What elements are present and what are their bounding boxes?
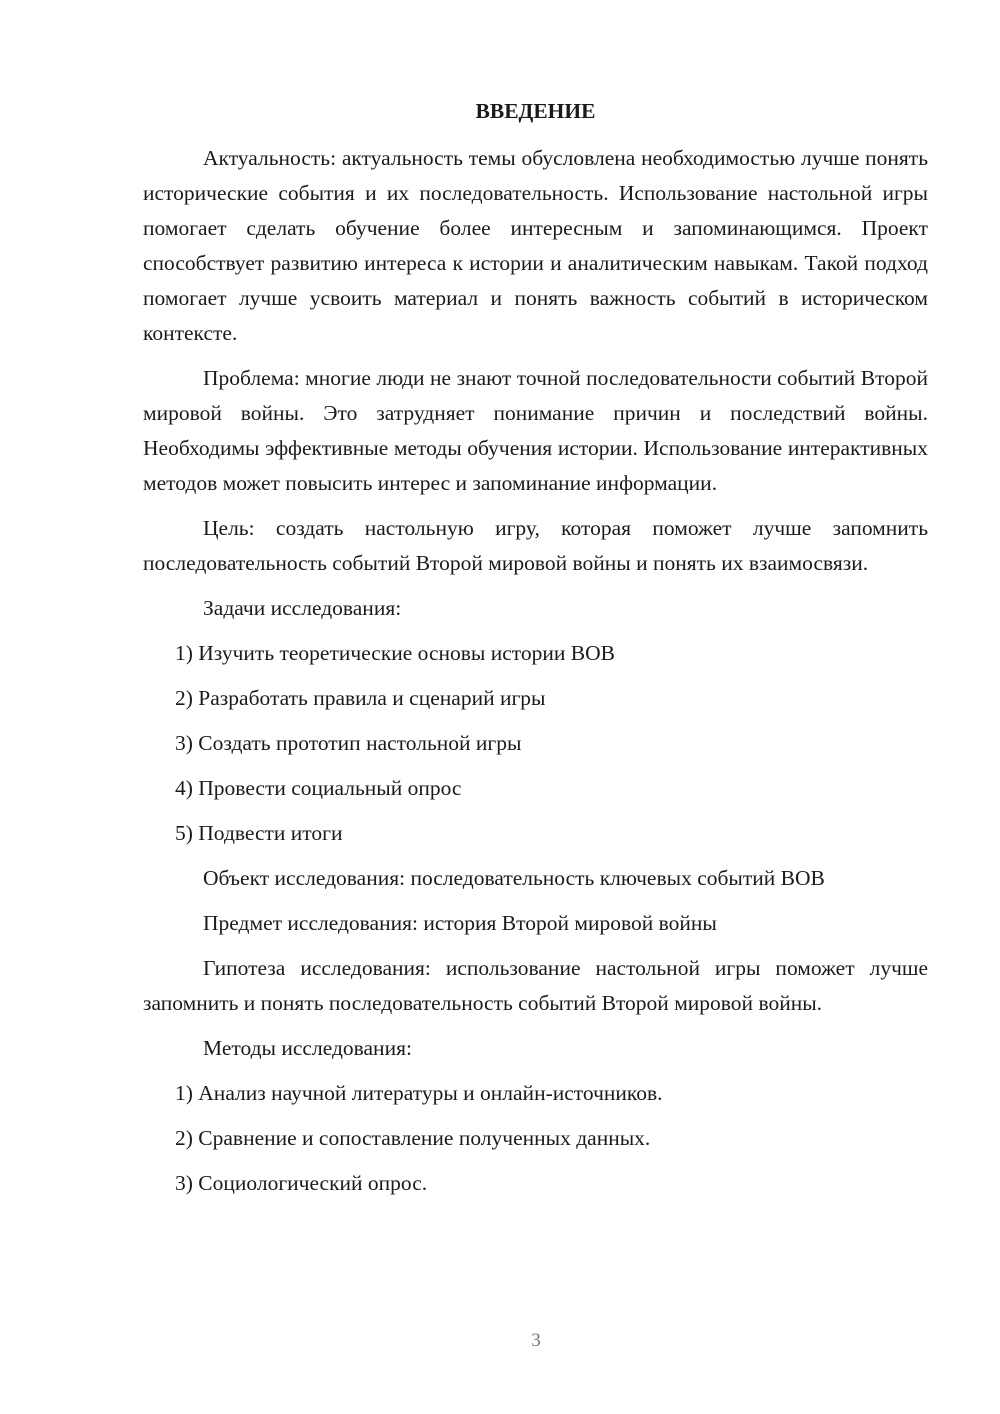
relevance-paragraph: Актуальность: актуальность темы обусловлена необходимостью лучше понять исторические события и их последовательность. Использование настольной игры помогает сделать обучение более интересным и запоминающимся. Проект способствует развитию интереса к истории и аналитическим навыкам. Такой подход помогает лучше усвоить материал и понять важность событий в историческом контексте. (143, 146, 928, 345)
tasks-list (143, 636, 928, 851)
document-page (143, 94, 928, 1211)
page-number: 3 (531, 1330, 541, 1351)
methods-list (143, 1076, 928, 1201)
list-item: 4) Провести социальный опрос (175, 776, 462, 800)
hypothesis-paragraph: Гипотеза исследования: использование настольной игры поможет лучше запомнить и понять последовательность событий Второй мировой войны. (143, 956, 928, 1015)
methods-heading: Методы исследования: (203, 1036, 412, 1060)
goal-paragraph: Цель: создать настольную игру, которая поможет лучше запомнить последовательность событий Второй мировой войны и понять их взаимосвязи. (143, 516, 928, 575)
section-title: ВВЕДЕНИЕ (475, 99, 596, 123)
list-item: 1) Анализ научной литературы и онлайн-источников. (175, 1081, 663, 1105)
problem-paragraph: Проблема: многие люди не знают точной последовательности событий Второй мировой войны. Это затрудняет понимание причин и последствий войны. Необходимы эффективные методы обучения истории. Использование интерактивных методов может повысить интерес и запоминание информации. (143, 366, 928, 495)
list-item: 3) Создать прототип настольной игры (175, 731, 522, 755)
tasks-heading: Задачи исследования: (203, 596, 402, 620)
list-item: 2) Разработать правила и сценарий игры (175, 686, 546, 710)
research-object: Объект исследования: последовательность ключевых событий ВОВ (203, 866, 825, 890)
list-item: 5) Подвести итоги (175, 821, 343, 845)
list-item: 1) Изучить теоретические основы истории ВОВ (175, 641, 615, 665)
research-subject: Предмет исследования: история Второй мировой войны (203, 911, 717, 935)
list-item: 2) Сравнение и сопоставление полученных данных. (175, 1126, 651, 1150)
list-item: 3) Социологический опрос. (175, 1171, 428, 1195)
